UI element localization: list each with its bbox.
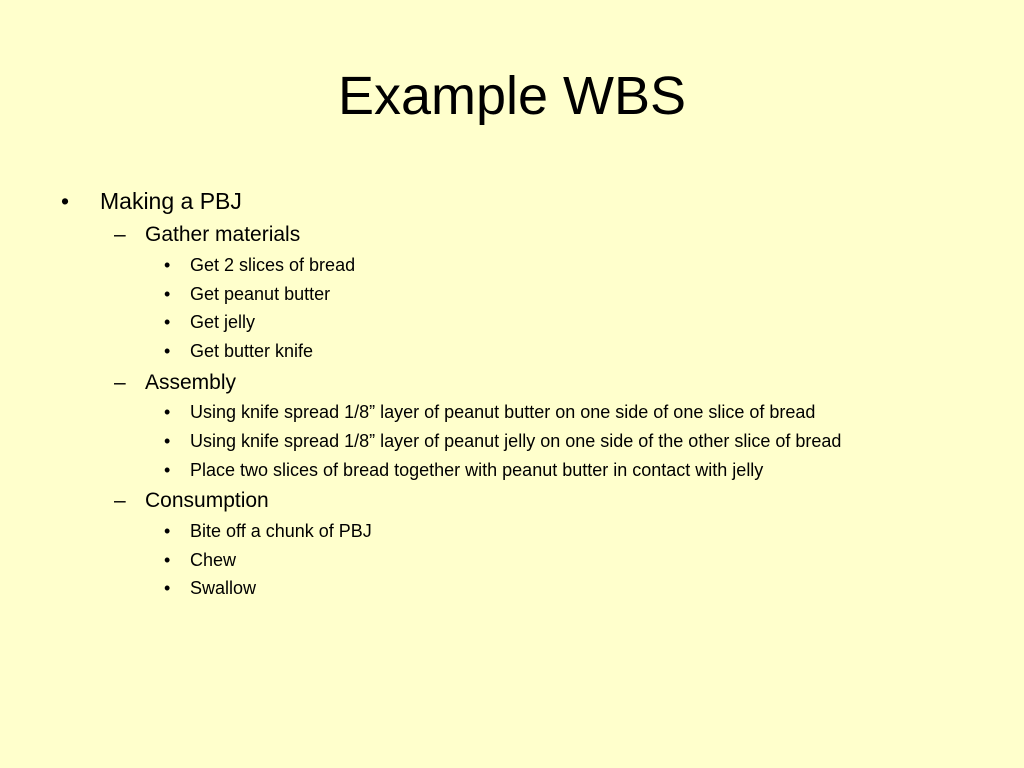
wbs-task: Get jelly [190, 312, 256, 332]
dash-marker: – [114, 223, 126, 246]
bullet-marker: • [164, 431, 171, 451]
bullet-marker: • [164, 284, 171, 304]
bullet-marker: • [164, 255, 171, 275]
bullet-marker: • [164, 460, 171, 480]
bullet-marker: • [164, 550, 171, 570]
bullet-marker: • [164, 402, 171, 422]
wbs-task: Using knife spread 1/8” layer of peanut jelly on one side of the other slice of bread [190, 431, 842, 451]
wbs-phase-consumption: Consumption [145, 489, 269, 512]
wbs-task: Bite off a chunk of PBJ [190, 521, 372, 541]
wbs-task: Chew [190, 550, 237, 570]
wbs-item-making-pbj: Making a PBJ [100, 188, 242, 214]
wbs-phase-assembly: Assembly [145, 371, 237, 394]
slide-title: Example WBS [337, 66, 687, 126]
wbs-task: Swallow [190, 578, 257, 598]
wbs-task: Get peanut butter [190, 284, 331, 304]
wbs-task: Get butter knife [190, 341, 314, 361]
bullet-marker: • [164, 312, 171, 332]
dash-marker: – [114, 489, 126, 512]
wbs-task: Using knife spread 1/8” layer of peanut butter on one side of one slice of bread [190, 402, 816, 422]
bullet-marker: • [164, 578, 171, 598]
bullet-marker: • [61, 188, 70, 214]
wbs-task: Place two slices of bread together with peanut butter in contact with jelly [190, 460, 764, 480]
bullet-marker: • [164, 341, 171, 361]
wbs-phase-gather-materials: Gather materials [145, 223, 301, 246]
wbs-task: Get 2 slices of bread [190, 255, 356, 275]
bullet-marker: • [164, 521, 171, 541]
dash-marker: – [114, 371, 126, 394]
